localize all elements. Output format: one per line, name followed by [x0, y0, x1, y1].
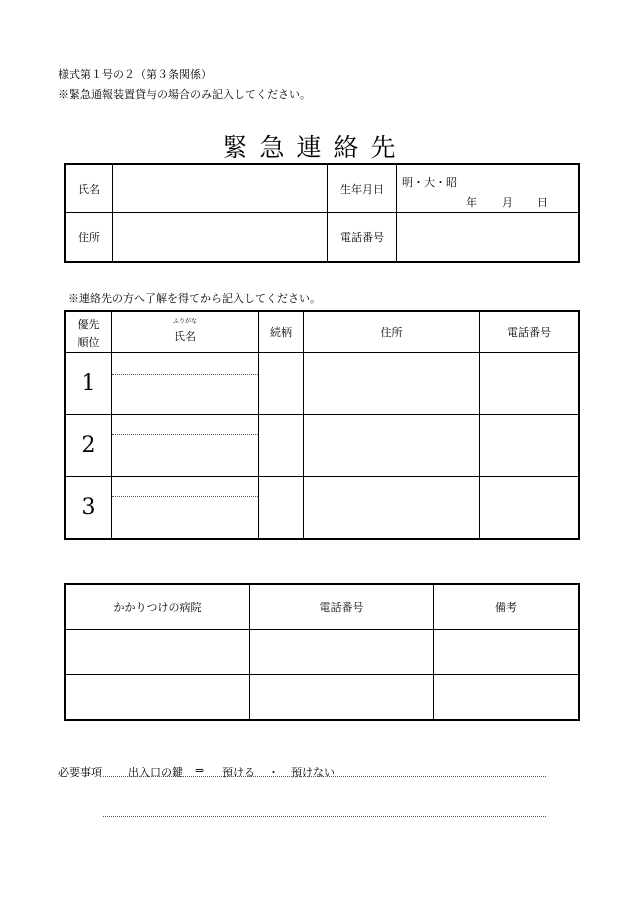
hospital-phone-header: 電話番号 [319, 601, 364, 614]
header-notice: ※緊急通報装置貸与の場合のみ記入してください。 [58, 88, 311, 101]
entrance-key-label: 出入口の鍵 [128, 766, 183, 779]
name-label: 氏名 [78, 182, 100, 196]
day-unit: 日 [537, 196, 548, 209]
relationship-header: 続柄 [270, 326, 292, 339]
hospital-header: かかりつけの病院 [113, 601, 202, 614]
option-deposit[interactable]: 預ける [222, 766, 255, 779]
year-unit: 年 [466, 196, 477, 209]
option-separator: ・ [268, 766, 279, 779]
priority-number-1: 1 [81, 371, 96, 396]
page-title: 緊急連絡先 [222, 133, 408, 162]
priority-number-2: 2 [81, 433, 96, 458]
person-table [64, 163, 580, 263]
required-items-label: 必要事項 [58, 766, 102, 779]
priority-header-line1: 優先 [77, 318, 100, 331]
name-field[interactable] [113, 165, 327, 212]
furigana-label: ふりがな [172, 318, 197, 325]
contact-phone-header: 電話番号 [507, 326, 551, 339]
contacts-notice: ※連絡先の方へ了解を得てから記入してください。 [68, 292, 321, 305]
month-unit: 月 [502, 196, 513, 209]
hospital-table [64, 583, 580, 721]
era-options[interactable]: 明・大・昭 [402, 176, 457, 189]
contacts-table [64, 310, 580, 540]
phone-field[interactable] [397, 213, 578, 261]
priority-number-3: 3 [81, 495, 96, 520]
form-number: 様式第１号の２（第３条関係） [58, 68, 212, 81]
birthdate-label: 生年月日 [340, 182, 384, 196]
priority-header-line2: 順位 [77, 336, 100, 349]
option-not-deposit[interactable]: 預けない [291, 766, 335, 779]
address-label: 住所 [78, 231, 100, 244]
remarks-header: 備考 [495, 601, 517, 614]
footer-line-1 [103, 776, 546, 777]
footer-line-2[interactable] [103, 816, 546, 817]
contact-name-header: 氏名 [174, 330, 196, 343]
arrow-icon: ⇒ [195, 764, 205, 777]
address-field[interactable] [113, 213, 327, 261]
phone-label: 電話番号 [340, 231, 384, 244]
contact-address-header: 住所 [380, 326, 403, 339]
